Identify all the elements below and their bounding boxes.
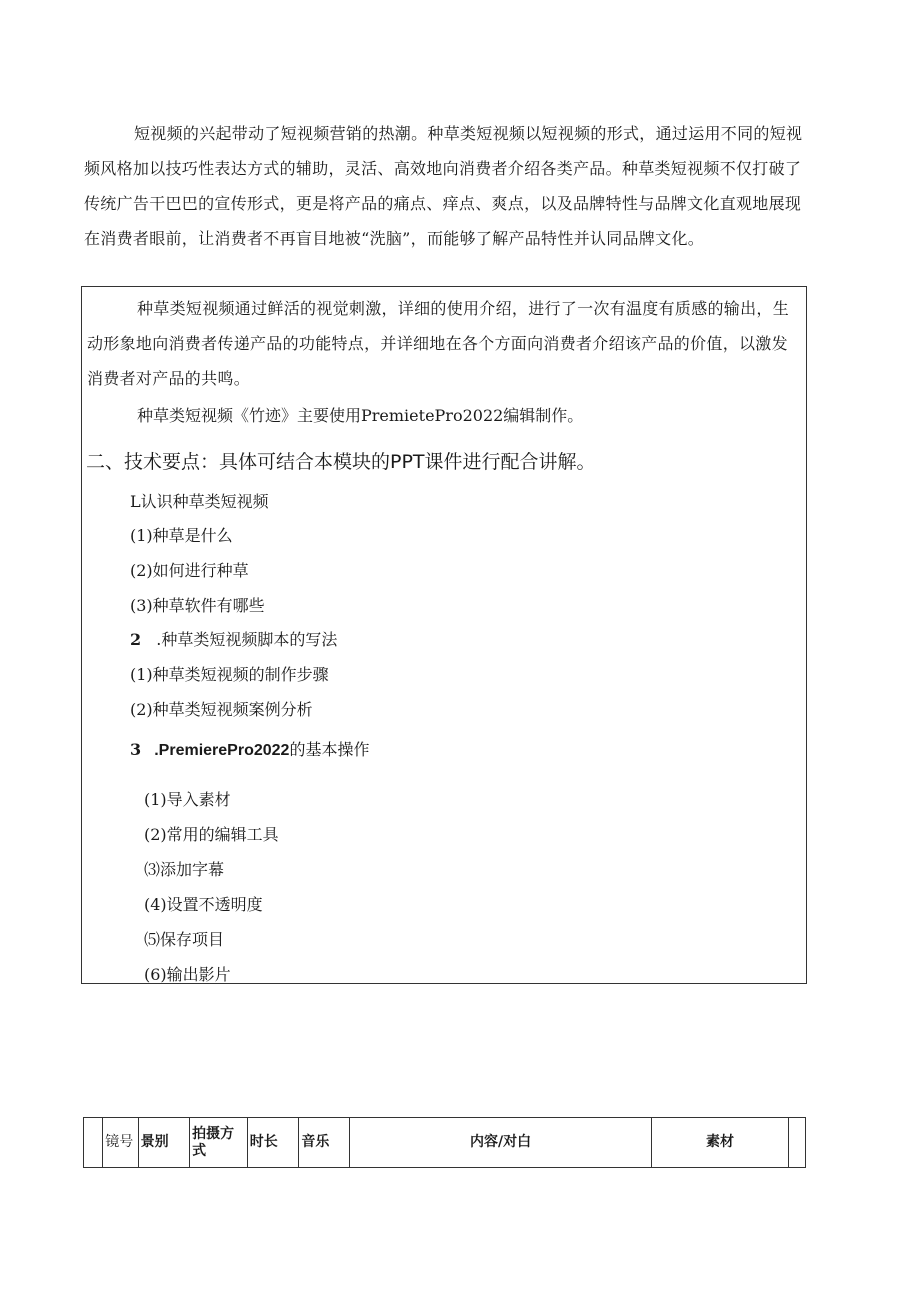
item1-title: L认识种草类短视频	[130, 492, 269, 511]
item3-sub-6: (6)输出影片	[144, 965, 231, 984]
item3-sub-5: ⑸保存项目	[144, 930, 225, 949]
table-header-row	[84, 1118, 806, 1168]
item3-number: 3	[130, 740, 142, 759]
item2-title	[130, 627, 337, 650]
lesson-content-box	[81, 286, 807, 984]
header-scene: 景别	[138, 1118, 190, 1168]
shot-script-table	[83, 1117, 806, 1168]
item3-text: 的基本操作	[289, 740, 370, 759]
blank-cell-end	[788, 1118, 805, 1168]
item2-sub-2: (2)种草类短视频案例分析	[130, 700, 313, 719]
header-duration: 时长	[247, 1118, 299, 1168]
blank-cell	[84, 1118, 103, 1168]
header-music: 音乐	[299, 1118, 350, 1168]
item1-sub-2: (2)如何进行种草	[130, 561, 249, 580]
item2-text: .种草类短视频脚本的写法	[156, 630, 338, 649]
item3-software: .PremierePro2022	[154, 742, 290, 759]
item2-sub-1: (1)种草类短视频的制作步骤	[130, 665, 329, 684]
item3-sub-1: (1)导入素材	[144, 790, 231, 809]
content-paragraph: 种草类短视频通过鲜活的视觉刺激，详细的使用介绍，进行了一次有温度有质感的输出，生动形象地向消费者传递产品的功能特点，并详细地在各个方面向消费者介绍该产品的价值，以激发消费者对产品的共鸣。	[87, 299, 790, 388]
item3-sub-2: (2)常用的编辑工具	[144, 825, 279, 844]
item1-sub-1: (1)种草是什么	[130, 526, 233, 545]
header-material: 素材	[652, 1118, 789, 1168]
header-content-dialogue: 内容/对白	[349, 1118, 651, 1168]
intro-paragraph: 短视频的兴起带动了短视频营销的热潮。种草类短视频以短视频的形式，通过运用不同的短视频风格加以技巧性表达方式的辅助，灵活、高效地向消费者介绍各类产品。种草类短视频不仅打破了传统广告干巴巴的宣传形式，更是将产品的痛点、痒点、爽点，以及品牌特性与品牌文化直观地展现在消费者眼前，让消费者不再盲目地被“洗脑”，而能够了解产品特性并认同品牌文化。	[84, 124, 803, 248]
item3-sub-3: ⑶添加字幕	[144, 860, 225, 879]
tool-line: 种草类短视频《竹迹》主要使用PremietePro2022编辑制作。	[137, 406, 584, 425]
item2-number: 2	[130, 630, 142, 649]
item1-sub-3: (3)种草软件有哪些	[130, 596, 265, 615]
header-shooting-method: 拍摄方式	[190, 1118, 248, 1168]
section-title: 二、技术要点：具体可结合本模块的PPT课件进行配合讲解。	[86, 451, 596, 473]
item3-title	[130, 737, 369, 760]
item3-sub-4: (4)设置不透明度	[144, 895, 263, 914]
header-shot-number: 镜号	[103, 1118, 138, 1168]
